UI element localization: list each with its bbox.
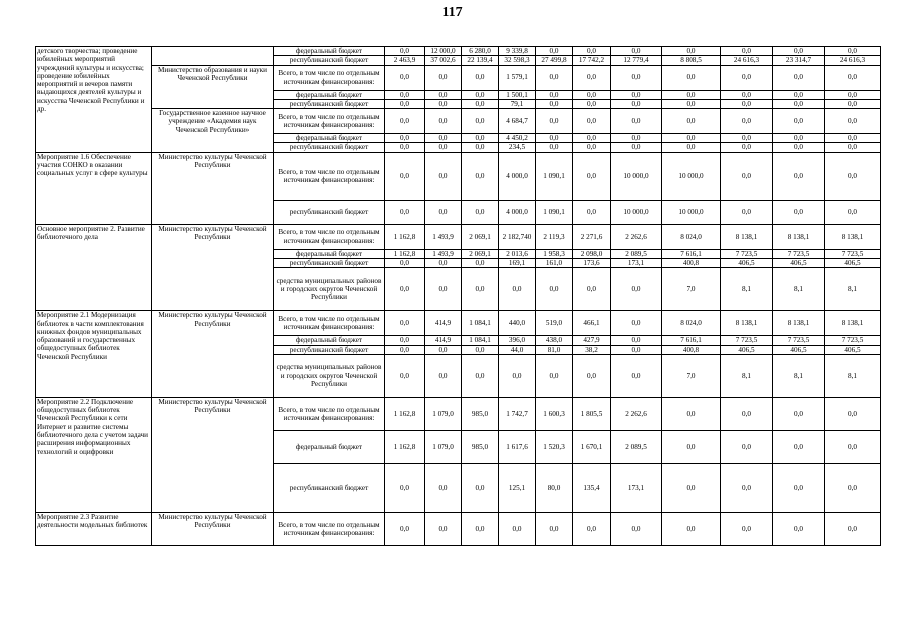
executor-cell: Министерство культуры Чеченской Республики (152, 224, 274, 311)
value-cell: 0,0 (825, 99, 881, 108)
value-cell: 0,0 (462, 109, 499, 134)
value-cell: 27 499,8 (536, 56, 573, 65)
value-cell: 7 723,5 (825, 336, 881, 345)
source-cell: республиканский бюджет (274, 99, 385, 108)
value-cell: 0,0 (721, 134, 773, 143)
value-cell: 0,0 (385, 109, 425, 134)
value-cell: 1 090,1 (536, 152, 573, 200)
value-cell: 0,0 (385, 311, 425, 336)
value-cell: 0,0 (425, 109, 462, 134)
source-cell: республиканский бюджет (274, 200, 385, 224)
value-cell: 0,0 (773, 512, 825, 545)
value-cell: 135,4 (573, 463, 611, 512)
value-cell: 1 084,1 (462, 311, 499, 336)
value-cell: 0,0 (825, 430, 881, 463)
value-cell: 0,0 (536, 109, 573, 134)
value-cell: 2 271,6 (573, 224, 611, 249)
value-cell: 400,8 (662, 345, 721, 354)
value-cell: 0,0 (462, 345, 499, 354)
value-cell: 427,9 (573, 336, 611, 345)
value-cell: 173,1 (611, 463, 662, 512)
value-cell: 2 069,1 (462, 224, 499, 249)
source-cell: Всего, в том числе по отдельным источникам финансирования: (274, 152, 385, 200)
value-cell: 0,0 (611, 109, 662, 134)
value-cell: 1 493,9 (425, 224, 462, 249)
value-cell: 0,0 (773, 134, 825, 143)
value-cell: 0,0 (573, 65, 611, 90)
source-cell: республиканский бюджет (274, 143, 385, 152)
value-cell: 0,0 (662, 99, 721, 108)
value-cell: 173,1 (611, 258, 662, 267)
value-cell: 0,0 (462, 143, 499, 152)
value-cell: 0,0 (462, 200, 499, 224)
value-cell: 7,0 (662, 268, 721, 311)
value-cell: 7 723,5 (721, 336, 773, 345)
value-cell: 406,5 (721, 345, 773, 354)
value-cell: 1 493,9 (425, 249, 462, 258)
value-cell: 0,0 (462, 152, 499, 200)
value-cell: 0,0 (825, 90, 881, 99)
value-cell: 0,0 (662, 512, 721, 545)
value-cell: 0,0 (425, 152, 462, 200)
source-cell: федеральный бюджет (274, 336, 385, 345)
value-cell: 406,5 (773, 258, 825, 267)
value-cell: 0,0 (611, 90, 662, 99)
budget-table (35, 46, 881, 546)
value-cell: 0,0 (425, 143, 462, 152)
value-cell: 0,0 (425, 200, 462, 224)
value-cell: 23 314,7 (773, 56, 825, 65)
value-cell: 0,0 (825, 200, 881, 224)
value-cell: 0,0 (573, 268, 611, 311)
value-cell: 0,0 (662, 143, 721, 152)
value-cell: 0,0 (425, 65, 462, 90)
value-cell: 2 069,1 (462, 249, 499, 258)
event-cell: Мероприятие 1.6 Обеспечение участия СОНКО в оказании социальных услуг в сфере культуры (36, 152, 152, 224)
value-cell: 0,0 (721, 200, 773, 224)
table-row (36, 512, 881, 545)
value-cell: 7 616,1 (662, 249, 721, 258)
source-cell: республиканский бюджет (274, 56, 385, 65)
value-cell: 0,0 (425, 90, 462, 99)
value-cell: 0,0 (573, 47, 611, 56)
value-cell: 396,0 (499, 336, 536, 345)
value-cell: 10 000,0 (662, 200, 721, 224)
value-cell: 406,5 (721, 258, 773, 267)
value-cell: 7 723,5 (773, 249, 825, 258)
value-cell: 0,0 (385, 258, 425, 267)
value-cell: 0,0 (773, 200, 825, 224)
value-cell: 2 098,0 (573, 249, 611, 258)
value-cell: 1 162,8 (385, 430, 425, 463)
value-cell: 1 600,3 (536, 397, 573, 430)
value-cell: 0,0 (462, 134, 499, 143)
value-cell: 0,0 (721, 152, 773, 200)
source-cell: Всего, в том числе по отдельным источникам финансирования: (274, 224, 385, 249)
value-cell: 1 500,1 (499, 90, 536, 99)
value-cell: 0,0 (536, 47, 573, 56)
value-cell: 37 002,6 (425, 56, 462, 65)
value-cell: 0,0 (385, 99, 425, 108)
value-cell: 0,0 (611, 354, 662, 397)
value-cell: 0,0 (573, 90, 611, 99)
value-cell: 0,0 (385, 268, 425, 311)
value-cell: 0,0 (385, 134, 425, 143)
value-cell: 1 579,1 (499, 65, 536, 90)
source-cell: Всего, в том числе по отдельным источникам финансирования: (274, 311, 385, 336)
value-cell: 0,0 (425, 345, 462, 354)
value-cell: 0,0 (721, 99, 773, 108)
value-cell: 0,0 (462, 354, 499, 397)
value-cell: 0,0 (462, 90, 499, 99)
value-cell: 8,1 (825, 354, 881, 397)
table-row (36, 224, 881, 249)
value-cell: 1 079,0 (425, 397, 462, 430)
value-cell: 0,0 (773, 90, 825, 99)
value-cell: 0,0 (662, 90, 721, 99)
value-cell: 0,0 (721, 143, 773, 152)
value-cell: 0,0 (573, 143, 611, 152)
value-cell: 1 617,6 (499, 430, 536, 463)
value-cell: 0,0 (536, 99, 573, 108)
value-cell: 1 958,3 (536, 249, 573, 258)
value-cell: 0,0 (573, 152, 611, 200)
value-cell: 0,0 (573, 134, 611, 143)
value-cell: 0,0 (536, 65, 573, 90)
value-cell: 0,0 (425, 134, 462, 143)
value-cell: 8 138,1 (825, 311, 881, 336)
value-cell: 0,0 (773, 109, 825, 134)
value-cell: 0,0 (385, 512, 425, 545)
value-cell: 0,0 (499, 512, 536, 545)
value-cell: 7 616,1 (662, 336, 721, 345)
value-cell: 0,0 (611, 268, 662, 311)
value-cell: 0,0 (462, 99, 499, 108)
value-cell: 2 182,740 (499, 224, 536, 249)
value-cell: 4 450,2 (499, 134, 536, 143)
value-cell: 0,0 (721, 47, 773, 56)
value-cell: 24 616,3 (721, 56, 773, 65)
source-cell: федеральный бюджет (274, 134, 385, 143)
event-cell: Мероприятие 2.1 Модернизация библиотек в части комплектования книжных фондов муниципальных образований и государственных общедоступных библиотек Чеченской Республики (36, 311, 152, 398)
value-cell: 0,0 (662, 463, 721, 512)
value-cell: 0,0 (825, 152, 881, 200)
value-cell: 0,0 (425, 258, 462, 267)
value-cell: 0,0 (611, 512, 662, 545)
value-cell: 0,0 (662, 109, 721, 134)
executor-cell: Министерство культуры Чеченской Республики (152, 397, 274, 512)
source-cell: Всего, в том числе по отдельным источникам финансирования: (274, 109, 385, 134)
value-cell: 0,0 (425, 512, 462, 545)
value-cell: 1 090,1 (536, 200, 573, 224)
source-cell: республиканский бюджет (274, 345, 385, 354)
value-cell: 985,0 (462, 397, 499, 430)
value-cell: 7,0 (662, 354, 721, 397)
value-cell: 0,0 (499, 268, 536, 311)
table-row (36, 397, 881, 430)
value-cell: 0,0 (462, 463, 499, 512)
value-cell: 0,0 (611, 47, 662, 56)
value-cell: 0,0 (385, 90, 425, 99)
value-cell: 32 598,3 (499, 56, 536, 65)
value-cell: 0,0 (536, 134, 573, 143)
value-cell: 0,0 (573, 354, 611, 397)
value-cell: 0,0 (825, 463, 881, 512)
value-cell: 0,0 (425, 268, 462, 311)
value-cell: 169,1 (499, 258, 536, 267)
value-cell: 0,0 (573, 109, 611, 134)
value-cell: 8,1 (773, 354, 825, 397)
value-cell: 0,0 (462, 512, 499, 545)
value-cell: 7 723,5 (825, 249, 881, 258)
value-cell: 0,0 (499, 354, 536, 397)
value-cell: 10 000,0 (662, 152, 721, 200)
value-cell: 0,0 (825, 65, 881, 90)
value-cell: 0,0 (773, 47, 825, 56)
value-cell: 0,0 (773, 99, 825, 108)
value-cell: 0,0 (462, 268, 499, 311)
value-cell: 0,0 (721, 397, 773, 430)
value-cell: 79,1 (499, 99, 536, 108)
source-cell: средства муниципальных районов и городских округов Чеченской Республики (274, 268, 385, 311)
source-cell: федеральный бюджет (274, 430, 385, 463)
source-cell: средства муниципальных районов и городских округов Чеченской Республики (274, 354, 385, 397)
value-cell: 0,0 (773, 430, 825, 463)
value-cell: 0,0 (536, 90, 573, 99)
value-cell: 0,0 (662, 397, 721, 430)
event-cell: детского творчества; проведение юбилейных мероприятий учреждений культуры и искусства; проведение юбилейных мероприятий и вечеров памяти выдающихся деятелей культуры и искусства Чеченской Республики и др. (36, 47, 152, 153)
value-cell: 1 670,1 (573, 430, 611, 463)
value-cell: 0,0 (825, 109, 881, 134)
value-cell: 0,0 (662, 47, 721, 56)
value-cell: 985,0 (462, 430, 499, 463)
value-cell: 0,0 (536, 512, 573, 545)
value-cell: 2 463,9 (385, 56, 425, 65)
value-cell: 0,0 (462, 65, 499, 90)
value-cell: 0,0 (662, 65, 721, 90)
value-cell: 0,0 (536, 143, 573, 152)
value-cell: 8 138,1 (773, 311, 825, 336)
value-cell: 1 162,8 (385, 249, 425, 258)
value-cell: 400,8 (662, 258, 721, 267)
value-cell: 0,0 (385, 143, 425, 152)
executor-cell: Министерство культуры Чеченской Республики (152, 311, 274, 398)
value-cell: 406,5 (825, 258, 881, 267)
executor-cell: Министерство образования и науки Чеченской Республики (152, 65, 274, 109)
value-cell: 4 684,7 (499, 109, 536, 134)
value-cell: 0,0 (825, 143, 881, 152)
value-cell: 0,0 (825, 512, 881, 545)
value-cell: 17 742,2 (573, 56, 611, 65)
value-cell: 8,1 (773, 268, 825, 311)
value-cell: 0,0 (385, 336, 425, 345)
value-cell: 0,0 (462, 258, 499, 267)
value-cell: 406,5 (825, 345, 881, 354)
value-cell: 0,0 (721, 512, 773, 545)
value-cell: 24 616,3 (825, 56, 881, 65)
value-cell: 0,0 (573, 200, 611, 224)
value-cell: 22 139,4 (462, 56, 499, 65)
value-cell: 2 262,6 (611, 397, 662, 430)
source-cell: федеральный бюджет (274, 47, 385, 56)
value-cell: 466,1 (573, 311, 611, 336)
page-number: 117 (442, 5, 463, 20)
value-cell: 2 089,5 (611, 430, 662, 463)
value-cell: 8 138,1 (721, 224, 773, 249)
value-cell: 4 000,0 (499, 200, 536, 224)
value-cell: 0,0 (385, 345, 425, 354)
executor-cell (152, 47, 274, 66)
value-cell: 0,0 (425, 463, 462, 512)
executor-cell: Министерство культуры Чеченской Республики (152, 152, 274, 224)
value-cell: 7 723,5 (773, 336, 825, 345)
event-cell: Мероприятие 2.3 Развитие деятельности модельных библиотек (36, 512, 152, 545)
value-cell: 0,0 (385, 152, 425, 200)
executor-cell: Министерство культуры Чеченской Республики (152, 512, 274, 545)
value-cell: 1 805,5 (573, 397, 611, 430)
value-cell: 80,0 (536, 463, 573, 512)
value-cell: 0,0 (773, 65, 825, 90)
value-cell: 12 000,0 (425, 47, 462, 56)
value-cell: 0,0 (773, 397, 825, 430)
value-cell: 2 089,5 (611, 249, 662, 258)
value-cell: 7 723,5 (721, 249, 773, 258)
value-cell: 8 024,0 (662, 311, 721, 336)
value-cell: 0,0 (611, 311, 662, 336)
source-cell: республиканский бюджет (274, 463, 385, 512)
value-cell: 0,0 (573, 512, 611, 545)
value-cell: 438,0 (536, 336, 573, 345)
value-cell: 0,0 (385, 200, 425, 224)
source-cell: Всего, в том числе по отдельным источникам финансирования: (274, 65, 385, 90)
value-cell: 38,2 (573, 345, 611, 354)
value-cell: 8 138,1 (773, 224, 825, 249)
value-cell: 0,0 (662, 134, 721, 143)
value-cell: 414,9 (425, 336, 462, 345)
value-cell: 0,0 (385, 47, 425, 56)
table-row (36, 47, 881, 56)
value-cell: 0,0 (773, 152, 825, 200)
value-cell: 2 262,6 (611, 224, 662, 249)
event-cell: Мероприятие 2.2 Подключение общедоступных библиотек Чеченской Республики к сети Интернет и развитие системы библиотечного дела с учетом задачи расширения информационных технологий и оцифровки (36, 397, 152, 512)
value-cell: 8 138,1 (825, 224, 881, 249)
value-cell: 0,0 (773, 463, 825, 512)
value-cell: 0,0 (721, 65, 773, 90)
value-cell: 0,0 (662, 430, 721, 463)
value-cell: 0,0 (425, 99, 462, 108)
value-cell: 0,0 (611, 65, 662, 90)
value-cell: 10 000,0 (611, 200, 662, 224)
value-cell: 8 138,1 (721, 311, 773, 336)
value-cell: 10 000,0 (611, 152, 662, 200)
value-cell: 4 000,0 (499, 152, 536, 200)
value-cell: 1 742,7 (499, 397, 536, 430)
value-cell: 406,5 (773, 345, 825, 354)
value-cell: 0,0 (825, 47, 881, 56)
value-cell: 1 162,8 (385, 397, 425, 430)
value-cell: 0,0 (773, 143, 825, 152)
value-cell: 519,0 (536, 311, 573, 336)
value-cell: 414,9 (425, 311, 462, 336)
source-cell: республиканский бюджет (274, 258, 385, 267)
source-cell: федеральный бюджет (274, 249, 385, 258)
value-cell: 234,5 (499, 143, 536, 152)
value-cell: 8,1 (721, 268, 773, 311)
value-cell: 0,0 (425, 354, 462, 397)
value-cell: 1 084,1 (462, 336, 499, 345)
value-cell: 8,1 (825, 268, 881, 311)
value-cell: 0,0 (721, 463, 773, 512)
value-cell: 0,0 (611, 345, 662, 354)
source-cell: федеральный бюджет (274, 90, 385, 99)
value-cell: 0,0 (825, 134, 881, 143)
value-cell: 8 808,5 (662, 56, 721, 65)
value-cell: 161,0 (536, 258, 573, 267)
table-row (36, 311, 881, 336)
value-cell: 0,0 (611, 143, 662, 152)
value-cell: 0,0 (611, 336, 662, 345)
table-row (36, 109, 881, 134)
value-cell: 0,0 (721, 90, 773, 99)
value-cell: 44,0 (499, 345, 536, 354)
event-cell: Основное мероприятие 2. Развитие библиотечного дела (36, 224, 152, 311)
value-cell: 9 339,8 (499, 47, 536, 56)
value-cell: 0,0 (825, 397, 881, 430)
table-row (36, 65, 881, 90)
value-cell: 0,0 (385, 463, 425, 512)
value-cell: 0,0 (611, 99, 662, 108)
value-cell: 2 119,3 (536, 224, 573, 249)
value-cell: 0,0 (385, 354, 425, 397)
value-cell: 0,0 (536, 354, 573, 397)
value-cell: 0,0 (536, 268, 573, 311)
value-cell: 1 520,3 (536, 430, 573, 463)
value-cell: 0,0 (721, 109, 773, 134)
value-cell: 2 013,6 (499, 249, 536, 258)
value-cell: 8,1 (721, 354, 773, 397)
value-cell: 0,0 (721, 430, 773, 463)
table-row (36, 152, 881, 200)
source-cell: Всего, в том числе по отдельным источникам финансирования: (274, 397, 385, 430)
value-cell: 173,6 (573, 258, 611, 267)
value-cell: 440,0 (499, 311, 536, 336)
source-cell: Всего, в том числе по отдельным источникам финансирования: (274, 512, 385, 545)
value-cell: 0,0 (611, 134, 662, 143)
value-cell: 0,0 (573, 99, 611, 108)
value-cell: 8 024,0 (662, 224, 721, 249)
executor-cell: Государственное казенное научное учреждение «Академия наук Чеченской Республики» (152, 109, 274, 153)
value-cell: 81,0 (536, 345, 573, 354)
value-cell: 12 779,4 (611, 56, 662, 65)
value-cell: 125,1 (499, 463, 536, 512)
value-cell: 6 280,0 (462, 47, 499, 56)
value-cell: 0,0 (385, 65, 425, 90)
value-cell: 1 079,0 (425, 430, 462, 463)
value-cell: 1 162,8 (385, 224, 425, 249)
